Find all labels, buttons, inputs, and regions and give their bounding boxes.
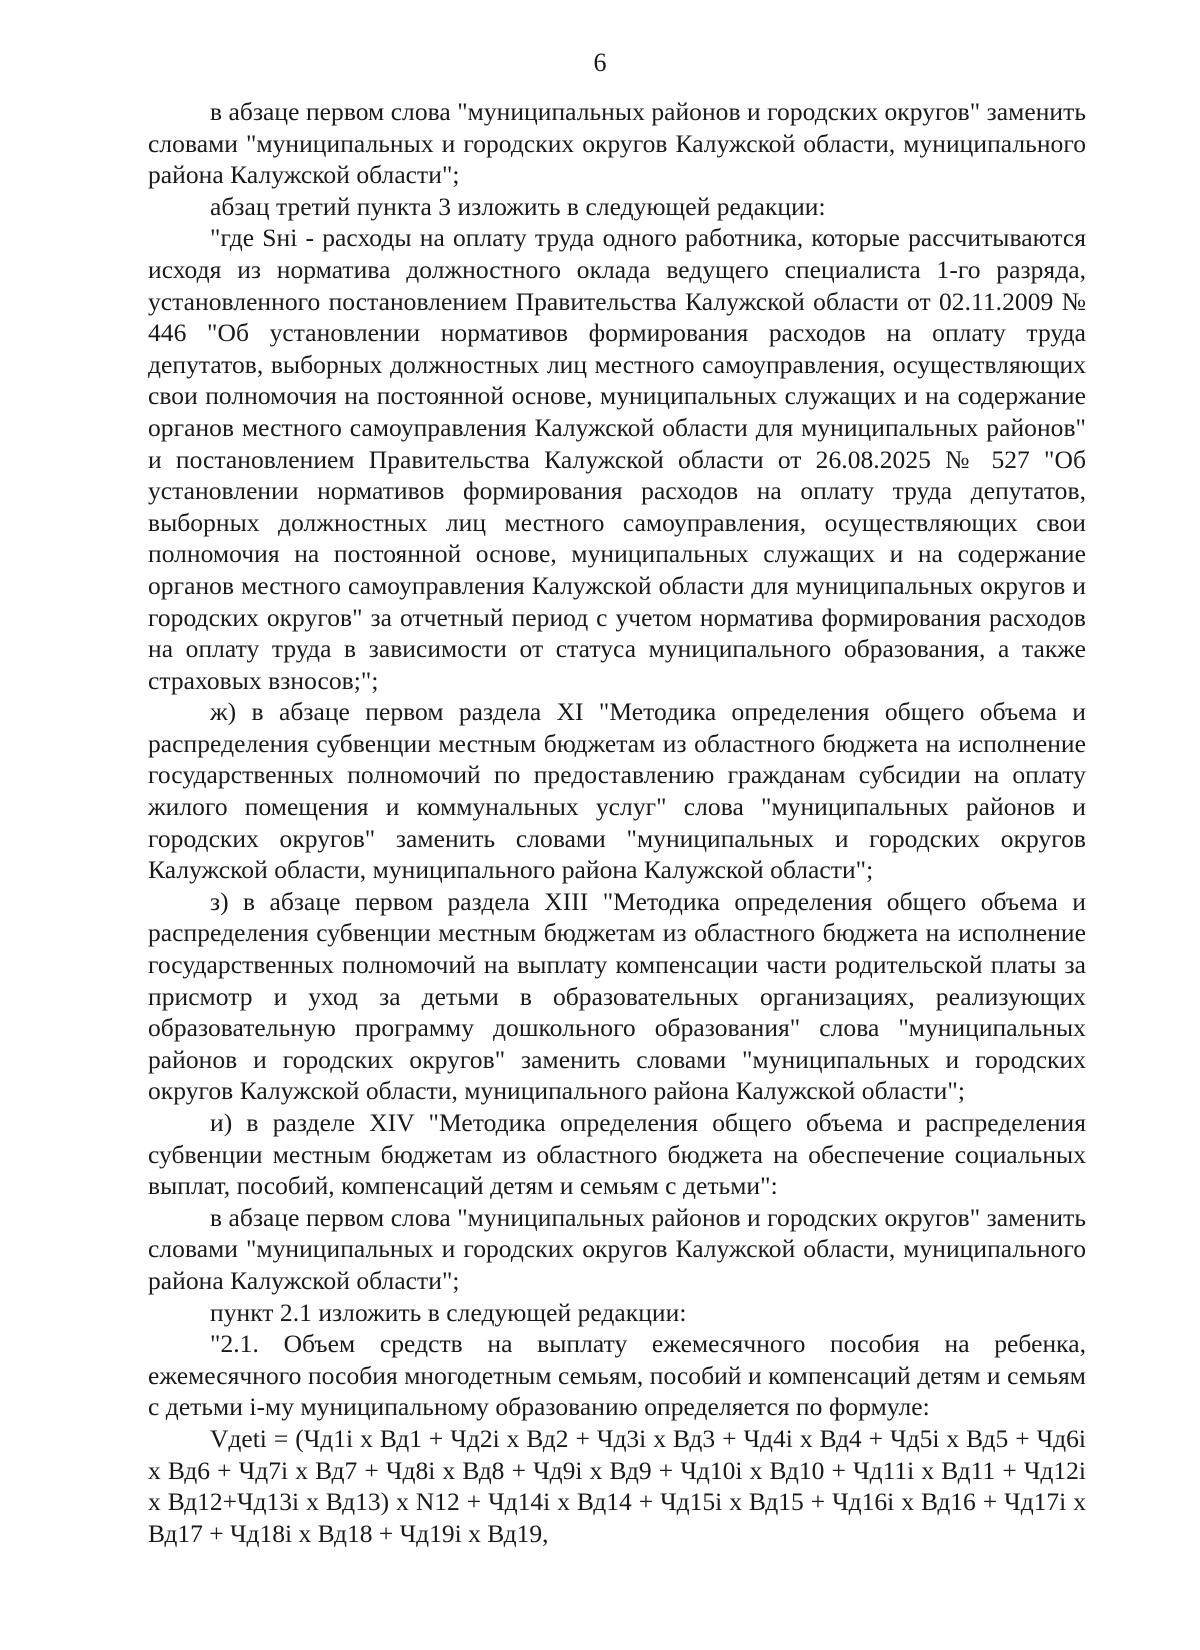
paragraph: в абзаце первом слова "муниципальных районов и городских округов" заменить словами "муниципальных и городских округов Калужской области, муниципального района Калужской области"; bbox=[148, 1202, 1086, 1295]
paragraph: пункт 2.1 изложить в следующей редакции: bbox=[210, 1297, 687, 1327]
page-number: 6 bbox=[593, 48, 607, 77]
formula: Vдеti = (Чд1i x Вд1 + Чд2i x Вд2 + Чд3i x Вд3 + Чд4i x Вд4 + Чд5i x Вд5 + Чд6i x Вд6 + Чд7i x Вд7 + Чд8i x Вд8 + Чд9i x Вд9 + Чд10i x Вд10 + Чд11i x Вд11 + Чд12i x Вд12+Чд13i x Вд13) x N12 + Чд14i x Вд14 + Чд15i x Вд15 + Чд16i x Вд16 + Чд17i x Вд17 + Чд18i x Вд18 + Чд19i x Вд19, bbox=[148, 1423, 1086, 1548]
document-body bbox=[148, 96, 1086, 1549]
paragraph: ж) в абзаце первом раздела XI "Методика определения общего объема и распределения субвенции местным бюджетам из областного бюджета на исполнение государственных полномочий по предоставлению гражданам субсидии на оплату жилого помещения и коммунальных услуг" слова "муниципальных районов и городских округов" заменить словами "муниципальных и городских округов Калужской области, муниципального района Калужской области"; bbox=[148, 697, 1086, 885]
paragraph: и) в разделе XIV "Методика определения общего объема и распределения субвенции местным бюджетам из областного бюджета на обеспечение социальных выплат, пособий, компенсаций детям и семьям с детьми": bbox=[148, 1108, 1086, 1201]
paragraph: з) в абзаце первом раздела XIII "Методика определения общего объема и распределения субвенции местным бюджетам из областного бюджета на исполнение государственных полномочий на выплату компенсации части родительской платы за присмотр и уход за детьми в образовательных организациях, реализующих образовательную программу дошкольного образования" слова "муниципальных районов и городских округов" заменить словами "муниципальных и городских округов Калужской области, муниципального района Калужской области"; bbox=[148, 886, 1086, 1106]
paragraph: абзац третий пункта 3 изложить в следующей редакции: bbox=[210, 191, 826, 221]
paragraph: "где Sнi - расходы на оплату труда одного работника, которые рассчитываются исходя из норматива должностного оклада ведущего специалиста 1-го разряда, установленного постановлением Правительства Калужской области от 02.11.2009 № 446 "Об установлении нормативов формирования расходов на оплату труда депутатов, выборных должностных лиц местного самоуправления, осуществляющих свои полномочия на постоянной основе, муниципальных служащих и на содержание органов местного самоуправления Калужской области для муниципальных районов" и постановлением Правительства Калужской области от 26.08.2025 № 527 "Об установлении нормативов формирования расходов на оплату труда депутатов, выборных должностных лиц местного самоуправления, осуществляющих свои полномочия на постоянной основе, муниципальных служащих и на содержание органов местного самоуправления Калужской области для муниципальных округов и городских округов" за отчетный период с учетом норматива формирования расходов на оплату труда в зависимости от статуса муниципального образования, а также страховых взносов;"; bbox=[148, 223, 1086, 695]
paragraph: в абзаце первом слова "муниципальных районов и городских округов" заменить словами "муниципальных и городских округов Калужской области, муниципального района Калужской области"; bbox=[148, 97, 1086, 190]
paragraph: "2.1. Объем средств на выплату ежемесячного пособия на ребенка, ежемесячного пособия многодетным семьям, пособий и компенсаций детям и семьям с детьми i-му муниципальному образованию определяется по формуле: bbox=[148, 1329, 1086, 1422]
